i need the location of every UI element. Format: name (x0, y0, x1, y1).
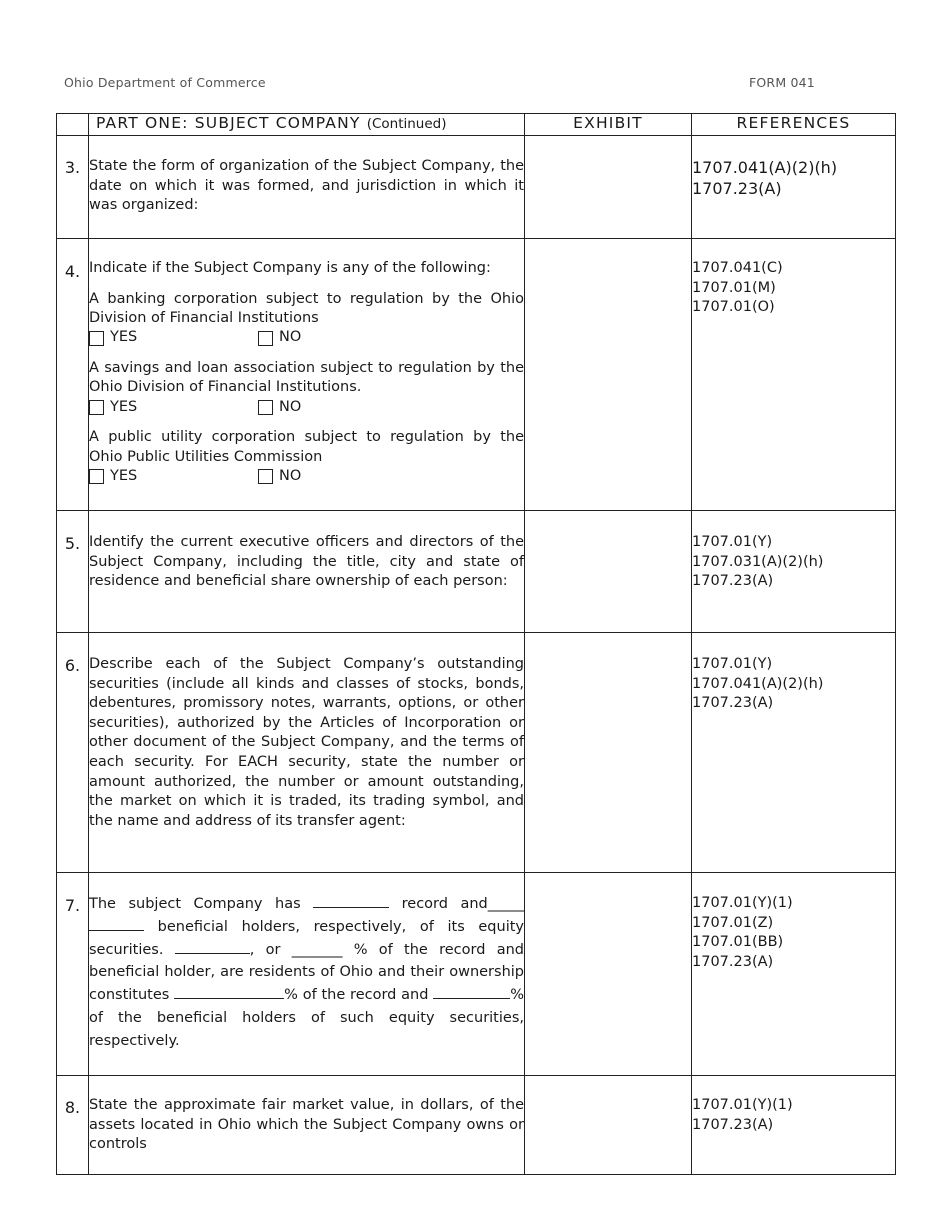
item-description (89, 633, 525, 873)
statement-part-6: % of the beneficial holders of such equity securities, respectively. (89, 987, 525, 1049)
reference: 1707.23(A) (692, 573, 774, 590)
yes-label: YES (110, 467, 138, 484)
reference: 1707.041(A)(2)(h) (692, 675, 824, 692)
table-row-item-3 (57, 136, 896, 239)
reference: 1707.01(Y) (692, 534, 773, 550)
public-utility-no-option[interactable] (258, 467, 427, 487)
item-number: 5. (57, 511, 89, 633)
item-text: Describe each of the Subject Company’s outstanding securities (include all kinds and classes of stocks, bonds, debentures, promissory notes, warrants, options, or other securities), authorized by the Articles of Incorporation or other document of the Subject Company, and the terms of each security. For EACH security, state the number or amount authorized, the number or amount outstanding, the market on which it is traded, its trading symbol, and the name and address of its transfer agent: (89, 656, 524, 829)
checkbox-icon[interactable] (258, 331, 273, 346)
item-number: 4. (57, 239, 89, 511)
references-cell (692, 633, 896, 873)
item-description (89, 239, 525, 511)
record-holders-blank[interactable] (313, 893, 389, 908)
item-number: 3. (57, 136, 89, 239)
reference: 1707.01(Z) (692, 914, 774, 931)
part-title: PART ONE: SUBJECT COMPANY (96, 114, 361, 132)
yes-label: YES (110, 329, 138, 346)
form-table (56, 113, 896, 1175)
reference: 1707.23(A) (692, 953, 774, 970)
no-label: NO (279, 398, 302, 415)
reference: 1707.01(M) (692, 279, 776, 296)
ohio-residents-blank[interactable] (175, 939, 250, 954)
question-savings-loan: A savings and loan association subject to regulation by the Ohio Division of Financial Institutions. (89, 359, 524, 396)
exhibit-cell[interactable] (525, 511, 692, 633)
references-cell (692, 239, 896, 511)
beneficial-holders-blank[interactable] (89, 916, 144, 931)
reference: 1707.01(Y)(1) (692, 895, 793, 911)
exhibit-cell[interactable] (525, 239, 692, 511)
question-banking: A banking corporation subject to regulation by the Ohio Division of Financial Institutions (89, 290, 524, 327)
reference: 1707.031(A)(2)(h) (692, 553, 824, 570)
statement-part-2: record and_____ (401, 896, 524, 912)
item-description (89, 136, 525, 239)
references-cell (692, 1076, 896, 1175)
header-references: REFERENCES (692, 114, 896, 136)
public-utility-yes-option[interactable] (89, 467, 258, 487)
header-num-cell (57, 114, 89, 136)
yes-label: YES (110, 398, 138, 415)
reference: 1707.01(Y) (692, 656, 773, 672)
holders-statement (89, 893, 524, 1053)
exhibit-cell[interactable] (525, 1076, 692, 1175)
form-number: FORM 041 (749, 75, 815, 90)
public-utility-options (89, 467, 524, 486)
question-public-utility: A public utility corporation subject to regulation by the Ohio Public Utilities Commission (89, 428, 524, 465)
item-intro: Indicate if the Subject Company is any of the following: (89, 260, 491, 276)
exhibit-cell[interactable] (525, 633, 692, 873)
checkbox-icon[interactable] (258, 400, 273, 415)
checkbox-icon[interactable] (89, 331, 104, 346)
item-number: 8. (57, 1076, 89, 1175)
no-label: NO (279, 329, 302, 346)
reference: 1707.041(C) (692, 260, 783, 276)
reference: 1707.23(A) (692, 179, 782, 198)
reference: 1707.23(A) (692, 1116, 774, 1133)
header-exhibit: EXHIBIT (525, 114, 692, 136)
statement-part-5: % of the record and (284, 987, 429, 1004)
table-row-item-6 (57, 633, 896, 873)
savings-loan-yes-option[interactable] (89, 398, 258, 418)
item-text: State the approximate fair market value, in dollars, of the assets located in Ohio which the Subject Company owns or controls (89, 1097, 524, 1153)
item-description (89, 1076, 525, 1175)
item-text: Identify the current executive officers and directors of the Subject Company, including the title, city and state of residence and beneficial share ownership of each person: (89, 534, 524, 590)
statement-part-3: beneficial holders, respectively, of its equity securities. (89, 918, 524, 958)
table-row-item-8 (57, 1076, 896, 1175)
table-row-item-7 (57, 873, 896, 1076)
item-number: 6. (57, 633, 89, 873)
record-percent-blank[interactable] (174, 984, 284, 999)
banking-yes-option[interactable] (89, 328, 258, 348)
no-label: NO (279, 467, 302, 484)
reference: 1707.23(A) (692, 695, 774, 712)
exhibit-cell[interactable] (525, 136, 692, 239)
table-row-item-5 (57, 511, 896, 633)
references-cell (692, 136, 896, 239)
checkbox-icon[interactable] (89, 400, 104, 415)
banking-no-option[interactable] (258, 328, 427, 348)
reference: 1707.01(O) (692, 299, 775, 316)
statement-part-1: The subject Company has (89, 896, 301, 912)
statement-part-4: , or _______ % of the record and beneficial holder, are residents of Ohio and their ownership constitutes (89, 941, 524, 1004)
checkbox-icon[interactable] (89, 469, 104, 484)
table-header-row (57, 114, 896, 136)
references-cell (692, 873, 896, 1076)
item-description (89, 873, 525, 1076)
item-text: State the form of organization of the Subject Company, the date on which it was formed, and jurisdiction in which it was organized: (89, 158, 524, 214)
header-part-cell (89, 114, 525, 136)
reference: 1707.041(A)(2)(h) (692, 158, 838, 177)
banking-options (89, 329, 524, 348)
item-number: 7. (57, 873, 89, 1076)
item-description (89, 511, 525, 633)
part-continued: (Continued) (366, 116, 447, 132)
references-cell (692, 511, 896, 633)
savings-loan-options (89, 398, 524, 417)
reference: 1707.01(BB) (692, 934, 784, 951)
beneficial-percent-blank[interactable] (433, 984, 510, 999)
reference: 1707.01(Y)(1) (692, 1097, 793, 1113)
savings-loan-no-option[interactable] (258, 398, 427, 418)
exhibit-cell[interactable] (525, 873, 692, 1076)
checkbox-icon[interactable] (258, 469, 273, 484)
table-row-item-4 (57, 239, 896, 511)
department-name: Ohio Department of Commerce (64, 75, 266, 90)
